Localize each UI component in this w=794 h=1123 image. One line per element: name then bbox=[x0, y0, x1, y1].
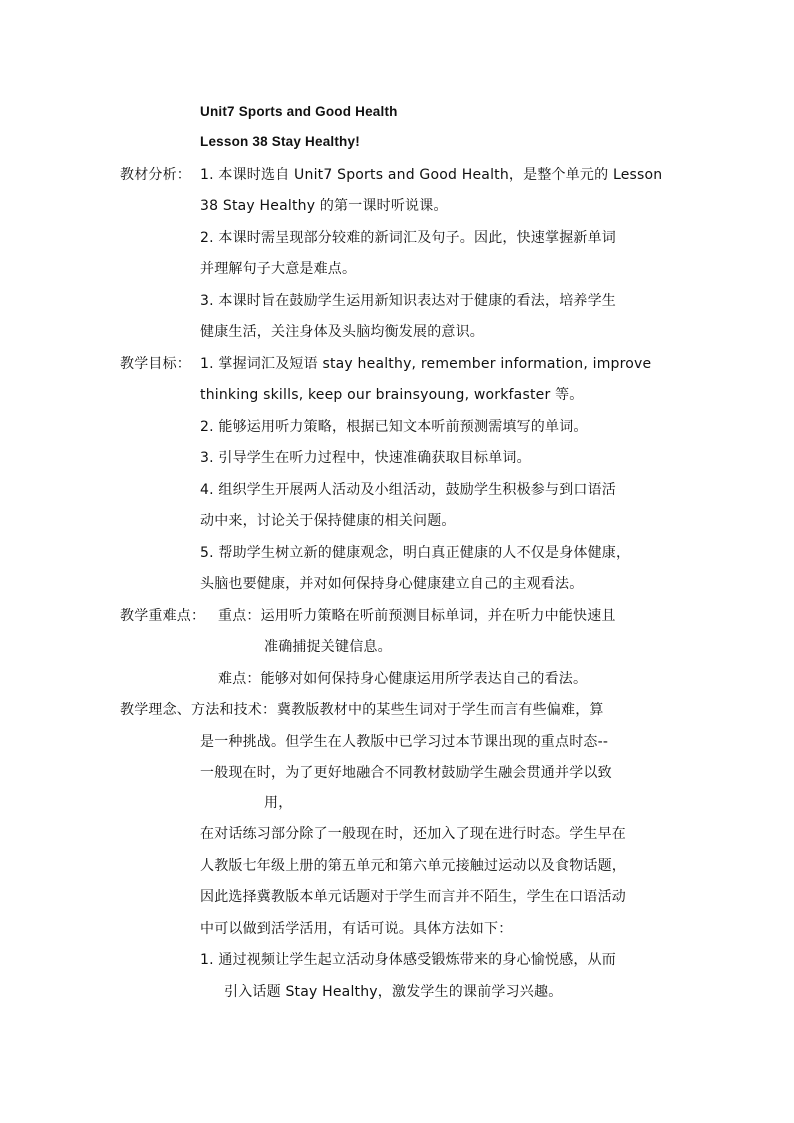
objectives-line-8: 头脑也要健康，并对如何保持身心健康建立自己的主观看法。 bbox=[200, 576, 584, 592]
objectives-line-6: 动中来，讨论关于保持健康的相关问题。 bbox=[200, 513, 456, 529]
philosophy-line-3: 一般现在时，为了更好地融合不同教材鼓励学生融会贯通并学以致 bbox=[200, 765, 612, 781]
analysis-line-2: 38 Stay Healthy 的第一课时听说课。 bbox=[200, 198, 448, 214]
analysis-line-4: 并理解句子大意是难点。 bbox=[200, 261, 357, 277]
philosophy-line-6: 人教版七年级上册的第五单元和第六单元接触过运动以及食物话题， bbox=[200, 858, 626, 874]
analysis-line-3: 2. 本课时需呈现部分较难的新词汇及句子。因此，快速掌握新单词 bbox=[200, 230, 617, 246]
objectives-line-4: 3. 引导学生在听力过程中，快速准确获取目标单词。 bbox=[200, 450, 531, 466]
philosophy-line-7: 因此选择冀教版本单元话题对于学生而言并不陌生，学生在口语活动 bbox=[200, 889, 626, 905]
philosophy-line-10: 引入话题 Stay Healthy，激发学生的课前学习兴趣。 bbox=[224, 984, 563, 1000]
objectives-line-5: 4. 组织学生开展两人活动及小组活动，鼓励学生积极参与到口语活 bbox=[200, 482, 617, 498]
objectives-line-1: 1. 掌握词汇及短语 stay healthy, remember information, improve bbox=[200, 356, 652, 372]
analysis-label: 教材分析： bbox=[120, 167, 191, 183]
objectives-line-3: 2. 能够运用听力策略，根据已知文本听前预测需填写的单词。 bbox=[200, 419, 588, 435]
philosophy-line-2: 是一种挑战。但学生在人教版中已学习过本节课出现的重点时态-- bbox=[200, 734, 609, 750]
philosophy-line-5: 在对话练习部分除了一般现在时，还加入了现在进行时态。学生早在 bbox=[200, 826, 626, 842]
philosophy-line-8: 中可以做到活学活用，有话可说。具体方法如下： bbox=[200, 921, 513, 937]
unit-title: Unit7 Sports and Good Health bbox=[200, 104, 398, 119]
philosophy-line-4: 用， bbox=[264, 795, 293, 811]
objectives-label: 教学目标： bbox=[120, 356, 191, 372]
keypoints-line-3: 难点：能够对如何保持身心健康运用所学表达自己的看法。 bbox=[218, 671, 588, 687]
keypoints-line-2: 准确捕捉关键信息。 bbox=[264, 639, 392, 655]
philosophy-line-9: 1. 通过视频让学生起立活动身体感受锻炼带来的身心愉悦感，从而 bbox=[200, 952, 617, 968]
keypoints-label: 教学重难点： bbox=[120, 608, 206, 624]
analysis-line-5: 3. 本课时旨在鼓励学生运用新知识表达对于健康的看法，培养学生 bbox=[200, 293, 617, 309]
objectives-line-2: thinking skills, keep our brainsyoung, workfaster 等。 bbox=[200, 387, 584, 403]
lesson-title: Lesson 38 Stay Healthy! bbox=[200, 134, 360, 149]
philosophy-line-1: 冀教版教材中的某些生词对于学生而言有些偏难，算 bbox=[277, 702, 604, 718]
philosophy-label: 教学理念、方法和技术： bbox=[120, 702, 277, 718]
analysis-line-6: 健康生活，关注身体及头脑均衡发展的意识。 bbox=[200, 324, 484, 340]
keypoints-line-1: 重点：运用听力策略在听前预测目标单词，并在听力中能快速且 bbox=[218, 608, 616, 624]
objectives-line-7: 5. 帮助学生树立新的健康观念，明白真正健康的人不仅是身体健康， bbox=[200, 545, 631, 561]
analysis-line-1: 1. 本课时选自 Unit7 Sports and Good Health，是整个单元的 Lesson bbox=[200, 167, 663, 183]
